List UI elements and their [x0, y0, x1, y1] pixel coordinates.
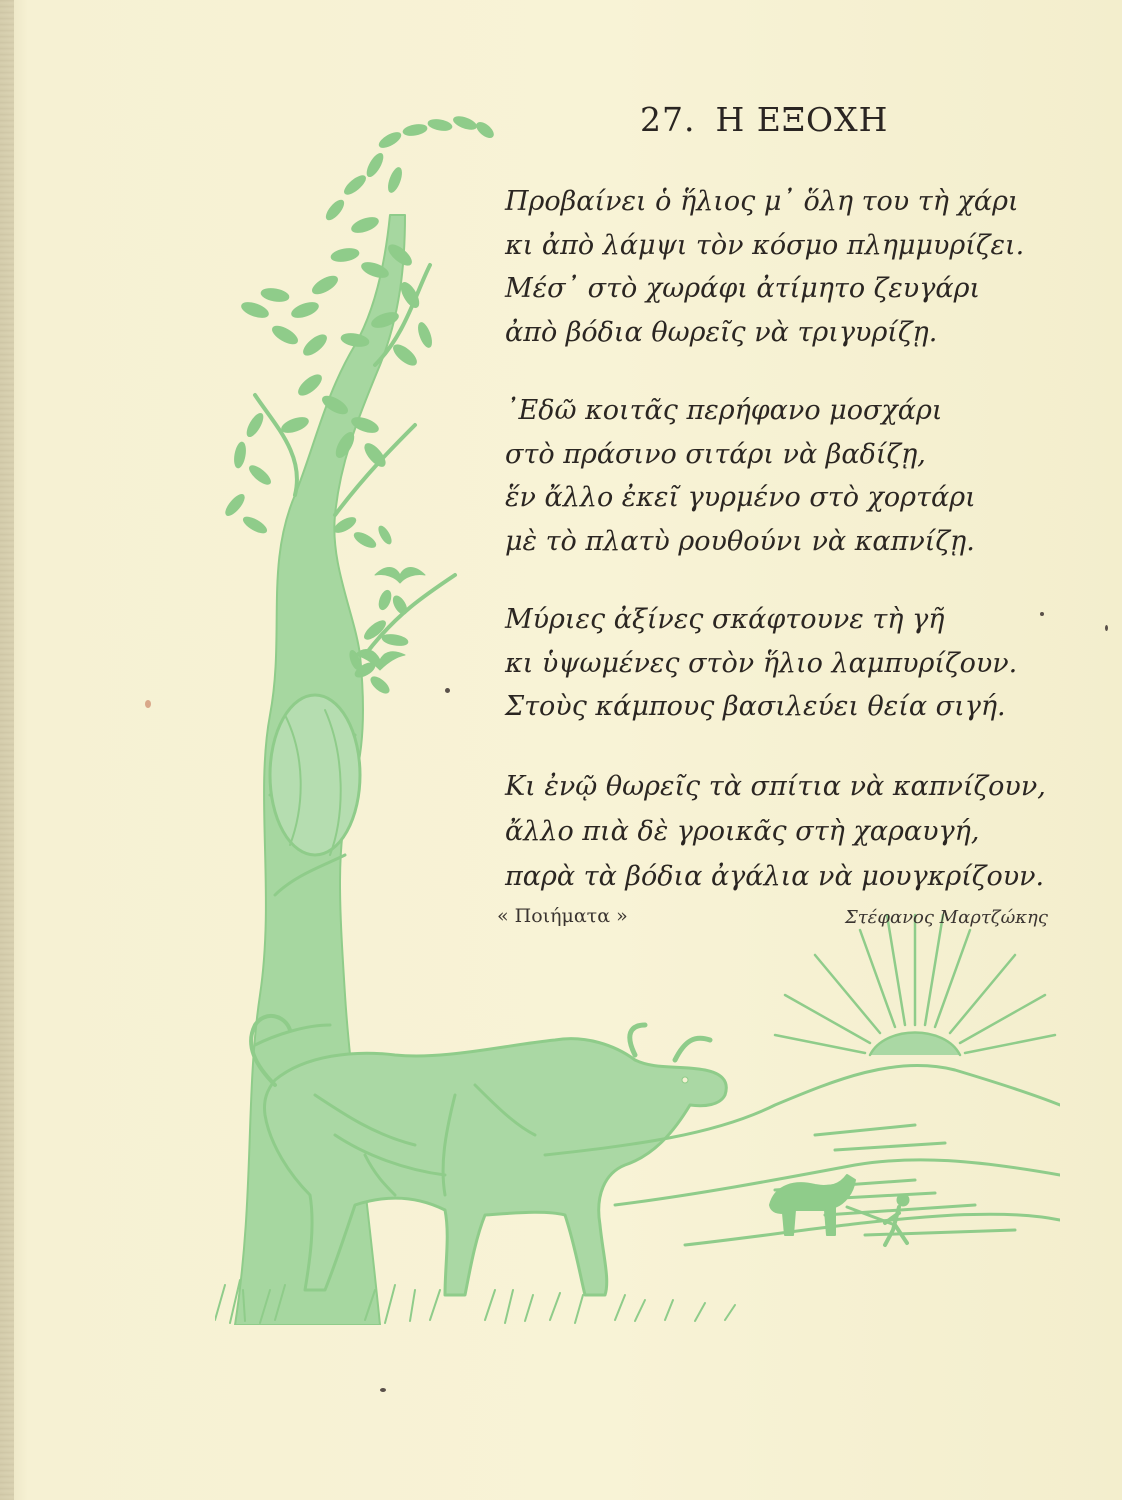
poem-line: Προβαίνει ὁ ἥλιος μ᾽ ὅλη του τὴ χάρι	[505, 186, 1019, 217]
stanza	[505, 598, 1085, 729]
poem-line: ἀπὸ βόδια θωρεῖς νὰ τριγυρίζῃ.	[505, 316, 938, 348]
poem-line: Στοὺς κάμπους βασιλεύει θεία σιγή.	[505, 691, 1006, 722]
rising-sun-icon	[775, 915, 1055, 1055]
poem-line: ἄλλο πιὰ δὲ γροικᾶς στὴ χαραυγή,	[505, 815, 980, 847]
poem-line: κι ἀπὸ λάμψι τὸν κόσμο πλημμυρίζει.	[505, 229, 1025, 261]
poem	[505, 180, 1085, 934]
poem-line: μὲ τὸ πλατὺ ρουθούνι νὰ καπνίζῃ.	[505, 525, 975, 557]
poem-line: παρὰ τὰ βόδια ἀγάλια νὰ μουγκρίζουν.	[505, 860, 1045, 892]
poem-line: ἕν ἄλλο ἐκεῖ γυρμένο στὸ χορτάρι	[505, 482, 976, 513]
print-speck	[380, 1388, 386, 1392]
poem-line: Μύριες ἀξίνες σκάφτουνε τὴ γῆ	[505, 604, 945, 635]
poem-line: ᾽Εδῶ κοιτᾶς περήφανο μοσχάρι	[505, 395, 943, 426]
poem-line: στὸ πράσινο σιτάρι νὰ βαδίζῃ,	[505, 438, 926, 470]
poem-line: Κι ἐνῷ θωρεῖς τὰ σπίτια νὰ καπνίζουν,	[505, 770, 1046, 802]
book-spine	[0, 0, 14, 1500]
print-speck	[145, 700, 151, 708]
bull-icon	[251, 1016, 726, 1295]
print-speck	[445, 688, 450, 693]
print-speck	[1040, 612, 1044, 616]
source-citation: « Ποιήματα »	[497, 905, 628, 927]
chapter-heading	[640, 100, 888, 139]
stanza	[505, 764, 1085, 899]
print-speck	[1105, 625, 1108, 631]
author-name: Στέφανος Μαρτζώκης	[845, 907, 1048, 928]
chapter-title: Η ΕΞΟΧΗ	[715, 100, 889, 139]
poem-line: κι ὑψωμένες στὸν ἥλιο λαμπυρίζουν.	[505, 647, 1018, 679]
stanza	[505, 389, 1085, 563]
poem-line: Μέσ᾽ στὸ χωράφι ἀτίμητο ζευγάρι	[505, 273, 981, 304]
stanza	[505, 180, 1085, 354]
chapter-number: 27.	[640, 100, 696, 139]
